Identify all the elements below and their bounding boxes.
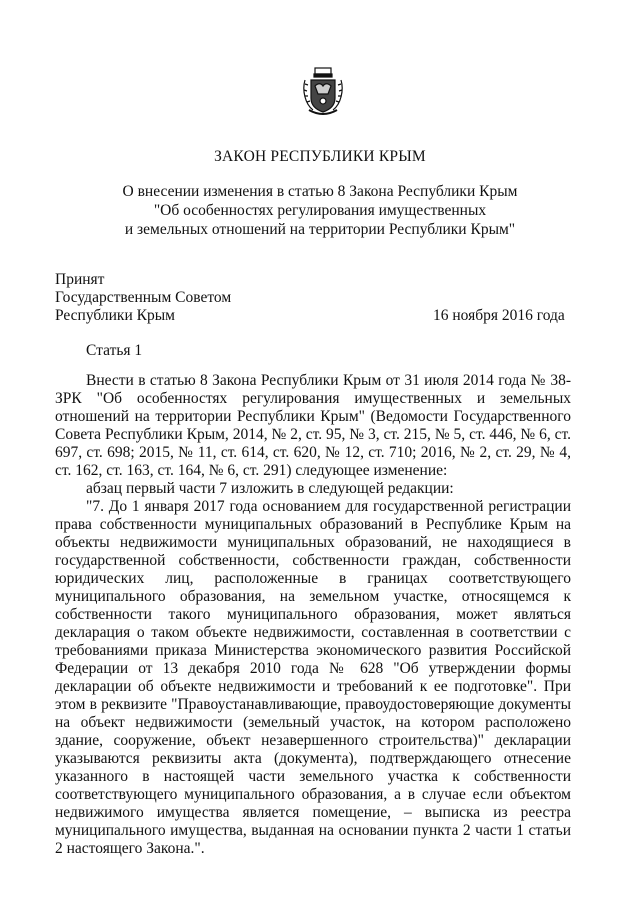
subtitle-line: и земельных отношений на территории Республики Крым" [124,221,516,238]
paragraph: Внести в статью 8 Закона Республики Крым от 31 июля 2014 года № 38-ЗРК "Об особенностях регулирования имущественных и земельных отношений на территории Республики Крым" (Ведомости Государственного Совета Республики Крым, 2014, № 2, ст. 95, № 3, ст. 215, № 5, ст. 446, № 6, ст. 697, ст. 698; 2015, № 11, ст. 614, ст. 620, № 12, ст. 710; 2016, № 2, ст. 29, № 4, ст. 162, ст. 163, ст. 164, № 6, ст. 291) следующее изменение: [55,372,571,479]
subtitle-line: О внесении изменения в статью 8 Закона Республики Крым [122,183,518,200]
paragraph: абзац первый части 7 изложить в следующей редакции: [86,480,454,497]
subtitle-line: "Об особенностях регулирования имущественных [153,202,487,219]
adoption-line: Республики Крым [55,307,175,324]
law-title: ЗАКОН РЕСПУБЛИКИ КРЫМ [214,148,426,165]
crimea-coat-of-arms-icon [301,66,345,118]
adoption-date: 16 ноября 2016 года [433,307,565,324]
law-subtitle [0,182,640,239]
article-body [55,372,571,858]
adoption-line: Принят [55,271,105,288]
article-heading: Статья 1 [86,342,143,359]
paragraph: "7. До 1 января 2017 года основанием для государственной регистрации права собственности муниципальных образований в Республике Крым на объекты недвижимости муниципальных образований, не находящиеся в государственной собственности, собственности граждан, собственности юридических лиц, расположенные в границах соответствующего муниципального образования, на земельном участке, относящемся к собственности такого муниципального образования, может являться декларация о таком объекте недвижимости, составленная в соответствии с требованиями приказа Министерства экономического развития Российской Федерации от 13 декабря 2010 года № 628 "Об утверждении формы декларации об объекте недвижимости и требований к ее подготовке". При этом в реквизите "Правоустанавливающие, правоудостоверяющие документы на объект недвижимости (земельный участок, на котором расположено здание, сооружение, объект незавершенного строительства)" декларации указываются реквизиты акта (документа), подтверждающего отнесение указанного в настоящей части земельного участка к собственности соответствующего муниципального образования, а в случае если объектом недвижимого имущества является помещение, – выписка из реестра муниципального имущества, выданная на основании пункта 2 части 1 статьи 2 настоящего Закона.". [55,498,571,857]
adoption-block [55,271,231,325]
adoption-line: Государственным Советом [55,289,232,306]
